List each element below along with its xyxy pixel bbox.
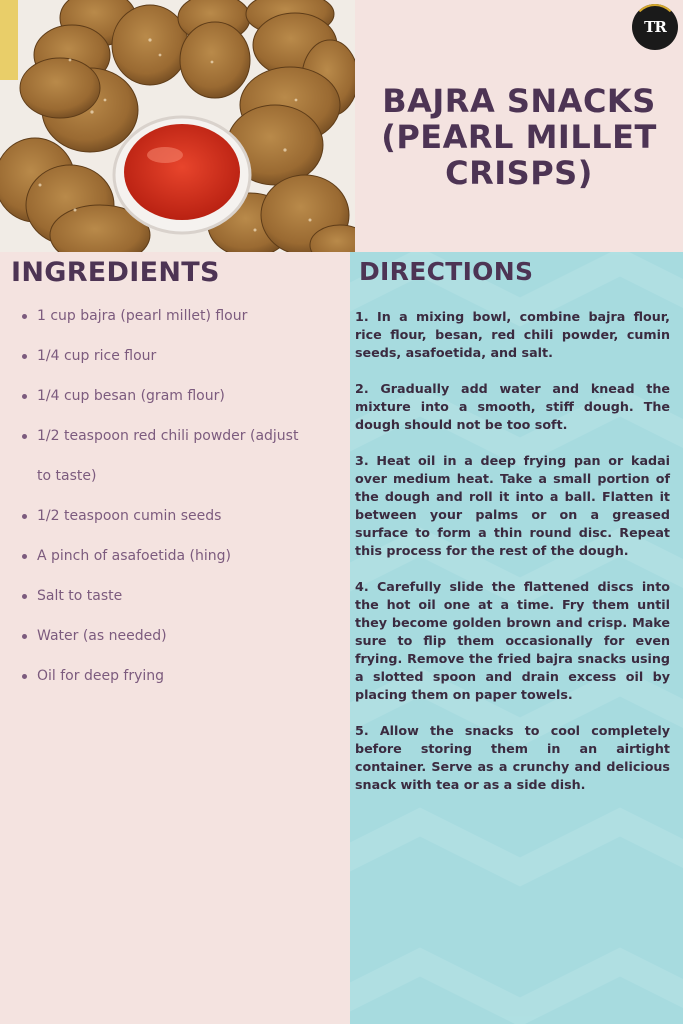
direction-step: 3. Heat oil in a deep frying pan or kadai over medium heat. Take a small portion of the dough and roll it into a ball. Flatten it between your palms or on a greased surface to form a thin round disc. Repeat this process for the rest of the dough. bbox=[355, 453, 670, 558]
ingredients-list bbox=[18, 296, 350, 696]
ingredient-item: 1 cup bajra (pearl millet) flour bbox=[18, 296, 350, 336]
ingredient-item bbox=[18, 416, 350, 496]
directions-text bbox=[355, 308, 670, 812]
ingredient-item: Oil for deep frying bbox=[18, 656, 350, 696]
logo-text: TR bbox=[644, 18, 666, 36]
ingredient-item: Salt to taste bbox=[18, 576, 350, 616]
direction-step: 2. Gradually add water and knead the mixture into a smooth, stiff dough. The dough should not be too soft. bbox=[355, 381, 670, 432]
direction-step: 4. Carefully slide the flattened discs into the hot oil one at a time. Fry them until they become golden brown and crisp. Make sure to flip them occasionally for even frying. Remove the fried bajra snacks using a slotted spoon and drain excess oil by placing them on paper towels. bbox=[355, 579, 670, 702]
direction-step: 1. In a mixing bowl, combine bajra flour, rice flour, besan, red chili powder, cumin seeds, asafoetida, and salt. bbox=[355, 309, 670, 360]
ingredient-line: 1/2 teaspoon red chili powder (adjust bbox=[37, 428, 299, 444]
ingredient-item: 1/4 cup rice flour bbox=[18, 336, 350, 376]
logo-ring bbox=[632, 4, 678, 50]
food-photo bbox=[0, 0, 355, 252]
ingredients-heading: INGREDIENTS bbox=[11, 257, 220, 288]
ingredient-item: A pinch of asafoetida (hing) bbox=[18, 536, 350, 576]
ingredient-item: 1/2 teaspoon cumin seeds bbox=[18, 496, 350, 536]
title-line-2: (PEARL MILLET bbox=[381, 118, 657, 156]
page-title bbox=[355, 83, 683, 191]
title-line-1: BAJRA SNACKS bbox=[382, 82, 656, 120]
directions-heading: DIRECTIONS bbox=[359, 257, 534, 286]
ingredient-item: 1/4 cup besan (gram flour) bbox=[18, 376, 350, 416]
ingredient-line-continued: to taste) bbox=[37, 468, 97, 484]
title-line-3: CRISPS) bbox=[445, 154, 593, 192]
direction-step: 5. Allow the snacks to cool completely before storing them in an airtight container. Serve as a crunchy and delicious snack with tea or as a side dish. bbox=[355, 723, 670, 792]
ingredient-item: Water (as needed) bbox=[18, 616, 350, 656]
